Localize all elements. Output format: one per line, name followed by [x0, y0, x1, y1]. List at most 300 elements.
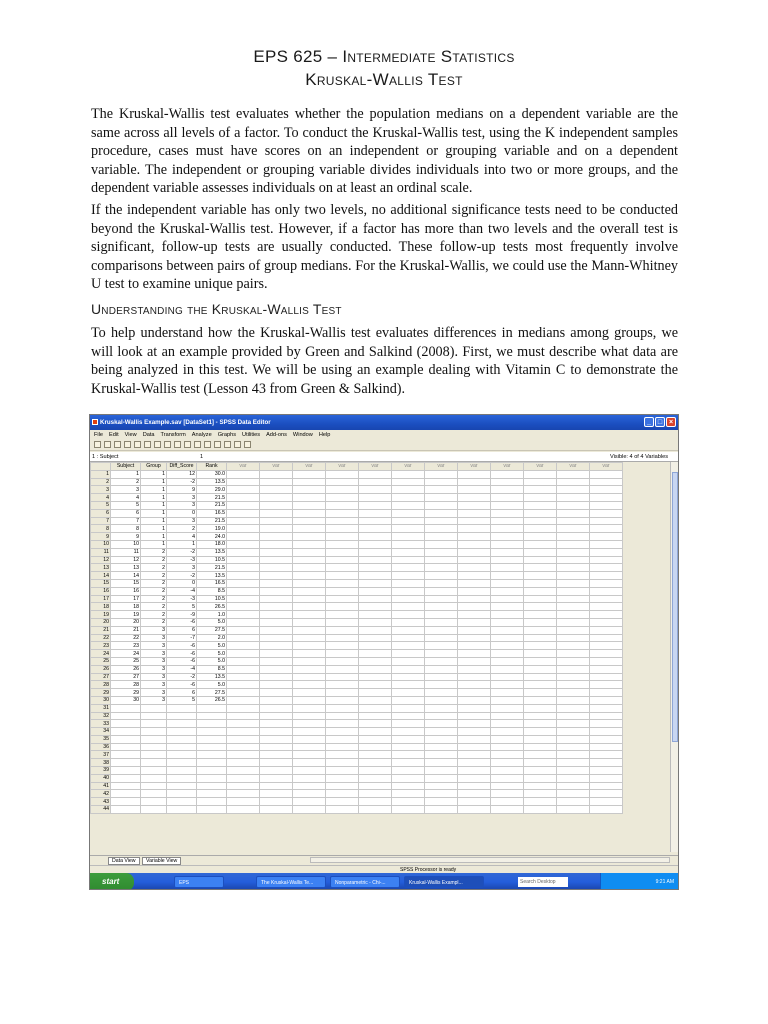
- undo-icon[interactable]: [134, 441, 141, 448]
- data-cell[interactable]: 1: [167, 540, 197, 548]
- empty-cell[interactable]: [260, 525, 293, 533]
- menu-item[interactable]: Transform: [160, 431, 186, 438]
- empty-cell[interactable]: [359, 509, 392, 517]
- row-number[interactable]: 30: [91, 696, 111, 704]
- empty-cell[interactable]: [590, 556, 623, 564]
- empty-cell[interactable]: [326, 650, 359, 658]
- empty-cell[interactable]: [359, 689, 392, 697]
- data-cell[interactable]: 3: [167, 501, 197, 509]
- empty-cell[interactable]: [227, 509, 260, 517]
- empty-cell[interactable]: [392, 696, 425, 704]
- empty-cell[interactable]: [491, 494, 524, 502]
- empty-cell[interactable]: [197, 712, 227, 720]
- data-cell[interactable]: 5.0: [197, 618, 227, 626]
- empty-cell[interactable]: [293, 564, 326, 572]
- data-cell[interactable]: 1: [141, 533, 167, 541]
- empty-cell[interactable]: [326, 782, 359, 790]
- empty-cell[interactable]: [557, 603, 590, 611]
- empty-cell[interactable]: [359, 626, 392, 634]
- empty-cell[interactable]: [491, 564, 524, 572]
- empty-cell[interactable]: [590, 525, 623, 533]
- start-button[interactable]: start: [90, 873, 134, 890]
- vertical-scroll-thumb[interactable]: [672, 472, 678, 742]
- empty-cell[interactable]: [491, 642, 524, 650]
- empty-cell[interactable]: [425, 743, 458, 751]
- empty-cell[interactable]: [260, 751, 293, 759]
- row-number[interactable]: 22: [91, 634, 111, 642]
- empty-cell[interactable]: [524, 470, 557, 478]
- row-number[interactable]: 3: [91, 486, 111, 494]
- data-cell[interactable]: -2: [167, 478, 197, 486]
- data-cell[interactable]: 22: [111, 634, 141, 642]
- empty-cell[interactable]: [392, 478, 425, 486]
- empty-cell[interactable]: [293, 806, 326, 814]
- empty-cell[interactable]: [524, 650, 557, 658]
- empty-cell[interactable]: [197, 790, 227, 798]
- empty-cell[interactable]: [141, 728, 167, 736]
- empty-cell[interactable]: [524, 681, 557, 689]
- empty-cell[interactable]: [326, 548, 359, 556]
- empty-cell[interactable]: [293, 587, 326, 595]
- empty-cell[interactable]: [392, 673, 425, 681]
- empty-cell[interactable]: [557, 494, 590, 502]
- empty-cell[interactable]: [227, 650, 260, 658]
- empty-cell[interactable]: [293, 681, 326, 689]
- empty-cell[interactable]: [359, 634, 392, 642]
- data-cell[interactable]: -2: [167, 572, 197, 580]
- empty-cell[interactable]: [458, 650, 491, 658]
- empty-cell[interactable]: [491, 650, 524, 658]
- empty-cell[interactable]: [392, 618, 425, 626]
- empty-cell[interactable]: [197, 728, 227, 736]
- dialog-recall-icon[interactable]: [124, 441, 131, 448]
- empty-cell[interactable]: [491, 478, 524, 486]
- empty-cell[interactable]: [458, 696, 491, 704]
- data-cell[interactable]: 2: [141, 618, 167, 626]
- data-cell[interactable]: 12: [111, 556, 141, 564]
- empty-cell[interactable]: [326, 681, 359, 689]
- empty-cell[interactable]: [359, 618, 392, 626]
- empty-cell[interactable]: [524, 798, 557, 806]
- empty-cell[interactable]: [260, 595, 293, 603]
- empty-cell[interactable]: [491, 767, 524, 775]
- empty-cell[interactable]: [260, 611, 293, 619]
- empty-cell[interactable]: [491, 572, 524, 580]
- data-cell[interactable]: 2: [141, 556, 167, 564]
- empty-cell[interactable]: [524, 618, 557, 626]
- row-number[interactable]: 7: [91, 517, 111, 525]
- empty-cell[interactable]: [425, 478, 458, 486]
- empty-cell[interactable]: [293, 696, 326, 704]
- data-cell[interactable]: 3: [141, 642, 167, 650]
- empty-cell[interactable]: [557, 767, 590, 775]
- empty-cell[interactable]: [491, 595, 524, 603]
- tab-variable-view[interactable]: Variable View: [142, 857, 181, 865]
- empty-cell[interactable]: [293, 689, 326, 697]
- data-cell[interactable]: -6: [167, 657, 197, 665]
- data-cell[interactable]: 2.0: [197, 634, 227, 642]
- empty-cell[interactable]: [359, 611, 392, 619]
- column-header[interactable]: var: [293, 463, 326, 471]
- row-number[interactable]: 44: [91, 806, 111, 814]
- row-number[interactable]: 31: [91, 704, 111, 712]
- empty-cell[interactable]: [392, 665, 425, 673]
- empty-cell[interactable]: [458, 611, 491, 619]
- empty-cell[interactable]: [326, 572, 359, 580]
- empty-cell[interactable]: [557, 790, 590, 798]
- row-number[interactable]: 10: [91, 540, 111, 548]
- empty-cell[interactable]: [359, 540, 392, 548]
- empty-cell[interactable]: [293, 735, 326, 743]
- empty-cell[interactable]: [359, 759, 392, 767]
- empty-cell[interactable]: [425, 501, 458, 509]
- redo-icon[interactable]: [144, 441, 151, 448]
- empty-cell[interactable]: [167, 704, 197, 712]
- insert-variable-icon[interactable]: [194, 441, 201, 448]
- column-header[interactable]: Group: [141, 463, 167, 471]
- empty-cell[interactable]: [359, 533, 392, 541]
- data-cell[interactable]: -9: [167, 611, 197, 619]
- data-cell[interactable]: 1: [141, 470, 167, 478]
- empty-cell[interactable]: [293, 650, 326, 658]
- empty-cell[interactable]: [260, 509, 293, 517]
- empty-cell[interactable]: [524, 478, 557, 486]
- empty-cell[interactable]: [326, 751, 359, 759]
- empty-cell[interactable]: [425, 650, 458, 658]
- empty-cell[interactable]: [326, 587, 359, 595]
- data-cell[interactable]: 2: [141, 564, 167, 572]
- empty-cell[interactable]: [458, 642, 491, 650]
- empty-cell[interactable]: [458, 501, 491, 509]
- cell-value-input[interactable]: 1: [200, 454, 204, 460]
- empty-cell[interactable]: [293, 728, 326, 736]
- empty-cell[interactable]: [557, 548, 590, 556]
- empty-cell[interactable]: [458, 689, 491, 697]
- empty-cell[interactable]: [491, 540, 524, 548]
- empty-cell[interactable]: [227, 759, 260, 767]
- data-cell[interactable]: 13: [111, 564, 141, 572]
- empty-cell[interactable]: [590, 681, 623, 689]
- empty-cell[interactable]: [590, 626, 623, 634]
- empty-cell[interactable]: [524, 767, 557, 775]
- empty-cell[interactable]: [293, 540, 326, 548]
- data-cell[interactable]: 19: [111, 611, 141, 619]
- empty-cell[interactable]: [425, 681, 458, 689]
- empty-cell[interactable]: [260, 626, 293, 634]
- data-cell[interactable]: 10.5: [197, 556, 227, 564]
- empty-cell[interactable]: [141, 720, 167, 728]
- empty-cell[interactable]: [326, 501, 359, 509]
- empty-cell[interactable]: [326, 774, 359, 782]
- empty-cell[interactable]: [111, 743, 141, 751]
- empty-cell[interactable]: [227, 704, 260, 712]
- data-cell[interactable]: 3: [141, 626, 167, 634]
- empty-cell[interactable]: [557, 650, 590, 658]
- data-cell[interactable]: -2: [167, 548, 197, 556]
- empty-cell[interactable]: [392, 509, 425, 517]
- empty-cell[interactable]: [557, 751, 590, 759]
- empty-cell[interactable]: [524, 587, 557, 595]
- empty-cell[interactable]: [293, 548, 326, 556]
- empty-cell[interactable]: [392, 712, 425, 720]
- empty-cell[interactable]: [425, 572, 458, 580]
- empty-cell[interactable]: [524, 540, 557, 548]
- empty-cell[interactable]: [491, 626, 524, 634]
- empty-cell[interactable]: [359, 564, 392, 572]
- empty-cell[interactable]: [260, 478, 293, 486]
- row-number[interactable]: 9: [91, 533, 111, 541]
- empty-cell[interactable]: [590, 494, 623, 502]
- row-number[interactable]: 43: [91, 798, 111, 806]
- data-cell[interactable]: 25: [111, 657, 141, 665]
- empty-cell[interactable]: [392, 728, 425, 736]
- empty-cell[interactable]: [491, 751, 524, 759]
- empty-cell[interactable]: [260, 564, 293, 572]
- empty-cell[interactable]: [326, 798, 359, 806]
- empty-cell[interactable]: [425, 556, 458, 564]
- empty-cell[interactable]: [425, 696, 458, 704]
- empty-cell[interactable]: [590, 782, 623, 790]
- empty-cell[interactable]: [227, 540, 260, 548]
- print-icon[interactable]: [114, 441, 121, 448]
- empty-cell[interactable]: [293, 494, 326, 502]
- data-cell[interactable]: 5.0: [197, 681, 227, 689]
- empty-cell[interactable]: [590, 478, 623, 486]
- empty-cell[interactable]: [425, 759, 458, 767]
- empty-cell[interactable]: [590, 618, 623, 626]
- column-header[interactable]: var: [359, 463, 392, 471]
- empty-cell[interactable]: [524, 634, 557, 642]
- data-cell[interactable]: 3: [141, 689, 167, 697]
- empty-cell[interactable]: [326, 704, 359, 712]
- data-cell[interactable]: 3: [167, 564, 197, 572]
- empty-cell[interactable]: [359, 712, 392, 720]
- empty-cell[interactable]: [293, 657, 326, 665]
- empty-cell[interactable]: [491, 618, 524, 626]
- empty-cell[interactable]: [392, 486, 425, 494]
- empty-cell[interactable]: [326, 642, 359, 650]
- row-number[interactable]: 17: [91, 595, 111, 603]
- data-cell[interactable]: 13.5: [197, 572, 227, 580]
- empty-cell[interactable]: [392, 657, 425, 665]
- empty-cell[interactable]: [197, 774, 227, 782]
- column-header[interactable]: var: [524, 463, 557, 471]
- empty-cell[interactable]: [326, 657, 359, 665]
- empty-cell[interactable]: [227, 603, 260, 611]
- data-cell[interactable]: 21.5: [197, 564, 227, 572]
- data-cell[interactable]: -6: [167, 642, 197, 650]
- data-cell[interactable]: 1: [141, 486, 167, 494]
- data-cell[interactable]: 1: [141, 478, 167, 486]
- empty-cell[interactable]: [260, 579, 293, 587]
- empty-cell[interactable]: [590, 603, 623, 611]
- empty-cell[interactable]: [425, 548, 458, 556]
- empty-cell[interactable]: [557, 720, 590, 728]
- empty-cell[interactable]: [167, 774, 197, 782]
- empty-cell[interactable]: [425, 525, 458, 533]
- empty-cell[interactable]: [590, 634, 623, 642]
- menu-item[interactable]: Window: [292, 431, 313, 438]
- empty-cell[interactable]: [590, 509, 623, 517]
- empty-cell[interactable]: [359, 743, 392, 751]
- empty-cell[interactable]: [458, 595, 491, 603]
- empty-cell[interactable]: [557, 572, 590, 580]
- data-cell[interactable]: -6: [167, 618, 197, 626]
- data-cell[interactable]: 19.0: [197, 525, 227, 533]
- empty-cell[interactable]: [293, 634, 326, 642]
- empty-cell[interactable]: [392, 806, 425, 814]
- empty-cell[interactable]: [293, 774, 326, 782]
- empty-cell[interactable]: [326, 595, 359, 603]
- empty-cell[interactable]: [458, 798, 491, 806]
- empty-cell[interactable]: [590, 611, 623, 619]
- empty-cell[interactable]: [392, 759, 425, 767]
- empty-cell[interactable]: [141, 767, 167, 775]
- row-number[interactable]: 15: [91, 579, 111, 587]
- empty-cell[interactable]: [392, 689, 425, 697]
- empty-cell[interactable]: [425, 774, 458, 782]
- empty-cell[interactable]: [197, 759, 227, 767]
- empty-cell[interactable]: [260, 650, 293, 658]
- empty-cell[interactable]: [458, 579, 491, 587]
- data-cell[interactable]: 1: [111, 470, 141, 478]
- empty-cell[interactable]: [227, 712, 260, 720]
- data-cell[interactable]: 21: [111, 626, 141, 634]
- empty-cell[interactable]: [326, 470, 359, 478]
- empty-cell[interactable]: [524, 533, 557, 541]
- empty-cell[interactable]: [524, 759, 557, 767]
- data-cell[interactable]: 10.5: [197, 595, 227, 603]
- empty-cell[interactable]: [425, 579, 458, 587]
- empty-cell[interactable]: [293, 790, 326, 798]
- empty-cell[interactable]: [293, 720, 326, 728]
- empty-cell[interactable]: [293, 470, 326, 478]
- empty-cell[interactable]: [524, 603, 557, 611]
- empty-cell[interactable]: [557, 735, 590, 743]
- empty-cell[interactable]: [590, 751, 623, 759]
- menu-item[interactable]: File: [94, 431, 104, 438]
- empty-cell[interactable]: [590, 587, 623, 595]
- empty-cell[interactable]: [227, 751, 260, 759]
- data-cell[interactable]: 1: [141, 525, 167, 533]
- data-cell[interactable]: 3: [167, 517, 197, 525]
- empty-cell[interactable]: [260, 556, 293, 564]
- empty-cell[interactable]: [260, 790, 293, 798]
- empty-cell[interactable]: [359, 720, 392, 728]
- data-cell[interactable]: -4: [167, 587, 197, 595]
- empty-cell[interactable]: [458, 751, 491, 759]
- data-cell[interactable]: -3: [167, 556, 197, 564]
- empty-cell[interactable]: [557, 657, 590, 665]
- empty-cell[interactable]: [197, 743, 227, 751]
- empty-cell[interactable]: [458, 806, 491, 814]
- empty-cell[interactable]: [458, 470, 491, 478]
- empty-cell[interactable]: [227, 579, 260, 587]
- empty-cell[interactable]: [425, 642, 458, 650]
- empty-cell[interactable]: [524, 564, 557, 572]
- row-number[interactable]: 42: [91, 790, 111, 798]
- data-cell[interactable]: 2: [141, 587, 167, 595]
- empty-cell[interactable]: [590, 665, 623, 673]
- empty-cell[interactable]: [590, 704, 623, 712]
- empty-cell[interactable]: [425, 595, 458, 603]
- empty-cell[interactable]: [326, 494, 359, 502]
- empty-cell[interactable]: [458, 704, 491, 712]
- empty-cell[interactable]: [458, 673, 491, 681]
- empty-cell[interactable]: [458, 735, 491, 743]
- data-cell[interactable]: 4: [111, 494, 141, 502]
- empty-cell[interactable]: [197, 798, 227, 806]
- empty-cell[interactable]: [326, 720, 359, 728]
- empty-cell[interactable]: [260, 735, 293, 743]
- empty-cell[interactable]: [458, 517, 491, 525]
- empty-cell[interactable]: [227, 618, 260, 626]
- empty-cell[interactable]: [524, 806, 557, 814]
- data-cell[interactable]: -2: [167, 673, 197, 681]
- empty-cell[interactable]: [491, 681, 524, 689]
- empty-cell[interactable]: [425, 673, 458, 681]
- data-cell[interactable]: 13.5: [197, 673, 227, 681]
- empty-cell[interactable]: [458, 572, 491, 580]
- empty-cell[interactable]: [227, 634, 260, 642]
- empty-cell[interactable]: [227, 533, 260, 541]
- empty-cell[interactable]: [491, 470, 524, 478]
- empty-cell[interactable]: [167, 720, 197, 728]
- empty-cell[interactable]: [359, 525, 392, 533]
- empty-cell[interactable]: [359, 806, 392, 814]
- empty-cell[interactable]: [326, 767, 359, 775]
- empty-cell[interactable]: [392, 735, 425, 743]
- empty-cell[interactable]: [141, 774, 167, 782]
- empty-cell[interactable]: [227, 673, 260, 681]
- empty-cell[interactable]: [590, 572, 623, 580]
- empty-cell[interactable]: [227, 642, 260, 650]
- save-icon[interactable]: [104, 441, 111, 448]
- empty-cell[interactable]: [260, 704, 293, 712]
- empty-cell[interactable]: [141, 751, 167, 759]
- empty-cell[interactable]: [491, 657, 524, 665]
- data-cell[interactable]: 16.5: [197, 509, 227, 517]
- empty-cell[interactable]: [524, 774, 557, 782]
- empty-cell[interactable]: [458, 486, 491, 494]
- empty-cell[interactable]: [326, 790, 359, 798]
- data-cell[interactable]: 9: [167, 486, 197, 494]
- data-cell[interactable]: 3: [141, 696, 167, 704]
- empty-cell[interactable]: [141, 743, 167, 751]
- empty-cell[interactable]: [425, 634, 458, 642]
- data-cell[interactable]: 3: [111, 486, 141, 494]
- empty-cell[interactable]: [359, 572, 392, 580]
- column-header[interactable]: var: [491, 463, 524, 471]
- empty-cell[interactable]: [392, 603, 425, 611]
- empty-cell[interactable]: [167, 806, 197, 814]
- empty-cell[interactable]: [392, 517, 425, 525]
- empty-cell[interactable]: [524, 486, 557, 494]
- data-cell[interactable]: 26.5: [197, 603, 227, 611]
- row-number[interactable]: 14: [91, 572, 111, 580]
- empty-cell[interactable]: [359, 782, 392, 790]
- empty-cell[interactable]: [260, 587, 293, 595]
- empty-cell[interactable]: [458, 728, 491, 736]
- empty-cell[interactable]: [260, 665, 293, 673]
- empty-cell[interactable]: [326, 665, 359, 673]
- empty-cell[interactable]: [260, 806, 293, 814]
- empty-cell[interactable]: [491, 798, 524, 806]
- empty-cell[interactable]: [524, 611, 557, 619]
- empty-cell[interactable]: [491, 611, 524, 619]
- empty-cell[interactable]: [293, 782, 326, 790]
- empty-cell[interactable]: [491, 548, 524, 556]
